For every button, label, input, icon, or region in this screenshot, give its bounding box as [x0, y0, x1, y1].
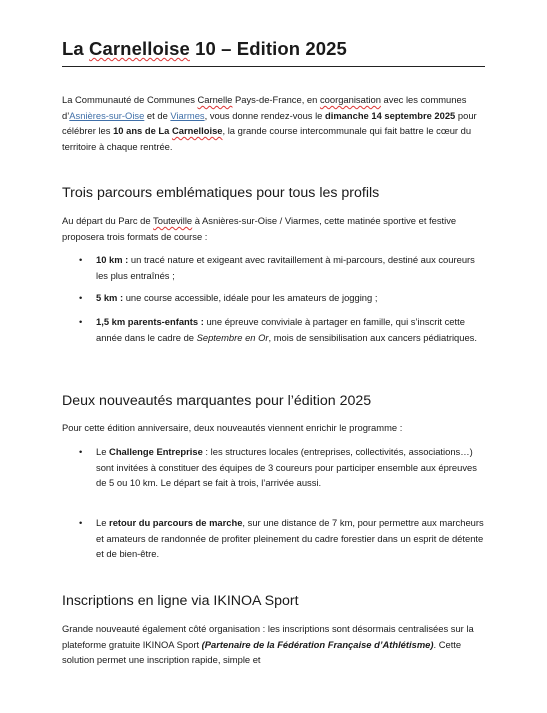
intro-text-6: pour célébrer les [62, 109, 477, 136]
bullet-text [96, 252, 486, 283]
section3-heading: Inscriptions en ligne via IKINOA Sport [62, 593, 299, 609]
bullet-dot: • [79, 254, 83, 265]
section3-text-pre: Grande nouveauté également côté organisation : les inscriptions sont désormais centralisées sur la plateforme gratuite IKINOA Sport [62, 623, 474, 650]
bullet-bold: 1,5 km parents-enfants : [96, 316, 204, 327]
bullet-body: : les structures locales (entreprises, collectivités, associations…) sont invitées à constituer des équipes de 3 coureurs pour participer ensemble aux épreuves de 5 ou 10 km. Le départ se fait à trois, l’arrivée aussi. [96, 446, 477, 488]
section2-paragraph: Pour cette édition anniversaire, deux nouveautés viennent enrichir le programme : [62, 422, 403, 433]
section3-text-post: . Cette solution permet une inscription rapide, simple et [62, 638, 462, 665]
bullet-body: une course accessible, idéale pour les amateurs de jogging ; [123, 292, 378, 303]
intro-text-5: , vous donne rendez-vous le [204, 109, 325, 121]
section1-heading: Trois parcours emblématiques pour tous les profils [62, 185, 380, 201]
bullet-body: , sur une distance de 7 km, pour permettre aux marcheurs et amateurs de randonnée de profiter pleinement du cadre forestier dans un esprit de détente et de bien-être. [96, 517, 484, 559]
section1-text-post: à Asnières-sur-Oise / Viarmes, cette matinée sportive et festive proposera trois formats de course : [62, 215, 457, 242]
bullet-italic: Septembre en Or [196, 331, 269, 343]
bullet-body: une épreuve conviviale à partager en famille, qui s’inscrit cette année dans le cadre de [96, 316, 465, 343]
intro-text-3: avec les communes d’ [62, 94, 467, 121]
intro-date: dimanche 14 septembre 2025 [325, 109, 456, 121]
bullet-bold: 10 km : [96, 254, 129, 265]
intro-paragraph [62, 92, 485, 154]
title-post: 10 – Edition 2025 [189, 38, 347, 59]
bullet-pre: Le [96, 446, 110, 457]
bullet-text [96, 444, 486, 491]
section1-text-pre: Au départ du Parc de [62, 215, 154, 226]
intro-coorg: coorganisation [319, 94, 381, 105]
intro-anniversary [113, 125, 222, 136]
intro-anniversary-name: Carnelloise [171, 125, 223, 136]
bullet-body: un tracé nature et exigeant avec ravitaillement à mi-parcours, destiné aux coureurs les plus entraînés ; [96, 254, 475, 281]
link-asnieres[interactable]: Asnières-sur-Oise [69, 109, 145, 121]
bullet-dot: • [79, 446, 83, 457]
title-pre: La [62, 38, 90, 59]
section1-paragraph [62, 213, 485, 244]
bullet-pre: Le [96, 517, 110, 528]
bullet-bold: Challenge Entreprise [109, 446, 203, 457]
bullet-bold: retour du parcours de marche [109, 517, 243, 528]
intro-text-7: , la grande course intercommunale qui fait battre le cœur du territoire à chaque rentrée. [62, 125, 472, 152]
link-viarmes[interactable]: Viarmes [170, 109, 205, 121]
section3-partner: (Partenaire de la Fédération Française d’Athlétisme) [201, 638, 434, 650]
bullet-dot: • [79, 316, 83, 327]
title-underline-rule [62, 66, 485, 67]
bullet-dot: • [79, 292, 83, 303]
bullet-text [96, 515, 486, 562]
intro-text-1: La Communauté de Communes [62, 94, 198, 105]
intro-carnelle: Carnelle [197, 94, 233, 105]
section2-heading: Deux nouveautés marquantes pour l’édition 2025 [62, 393, 372, 409]
bullet-text [96, 314, 486, 345]
document-title [62, 38, 347, 60]
bullet-text [96, 290, 486, 306]
intro-anniversary-text: 10 ans de La [113, 125, 172, 136]
section1-place: Touteville [153, 215, 193, 226]
intro-text-4: et de [144, 109, 171, 121]
bullet-bold: 5 km : [96, 292, 124, 303]
bullet-body-2: , mois de sensibilisation aux cancers pédiatriques. [268, 331, 477, 343]
section3-paragraph [62, 621, 485, 668]
bullet-dot: • [79, 517, 83, 528]
title-name: Carnelloise [89, 38, 190, 59]
intro-text-2: Pays-de-France, en [232, 94, 320, 105]
